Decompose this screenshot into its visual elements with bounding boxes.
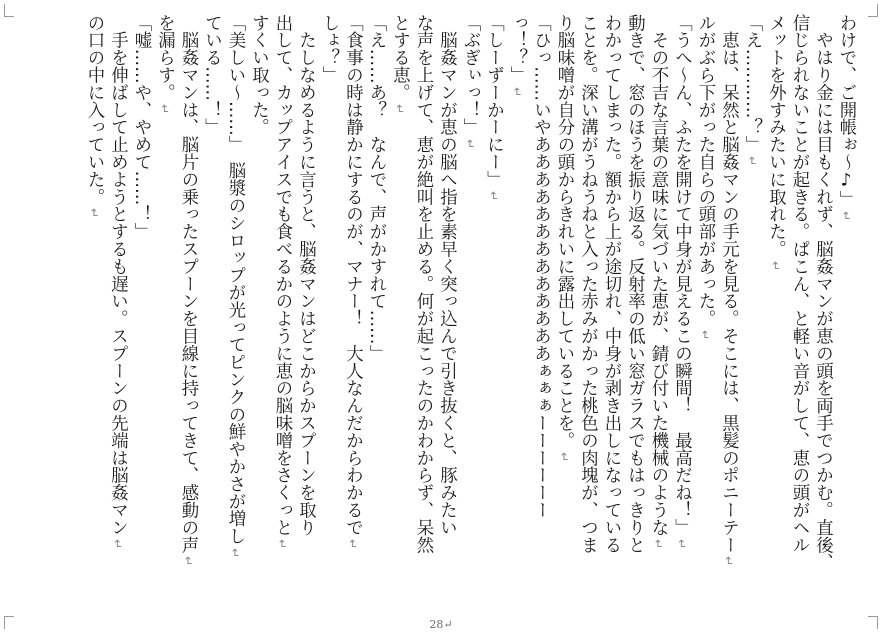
text-line: 「うへ〜ん、ふたを開けて中身が見えるこの瞬間！ 最高だね！」↵ [671,14,692,550]
text-line: しょ？」 [319,14,339,84]
text-line: わけで、ご開帳ぉ〜♪」↵ [836,14,856,222]
paragraph-return-icon: ↵ [157,104,172,115]
paragraph-return-icon: ↵ [392,104,407,115]
paragraph-return-icon: ↵ [275,539,289,550]
text-line: とする恵。↵ [389,14,410,115]
text-line: っ！？」↵ [507,14,527,97]
text-line: やはり金には目もくれず、脳姦マンが恵の頭を両手でつかむ。直後、 [812,14,833,571]
corner-mark-top-left [4,4,14,17]
text-line: その不吉な言葉の意味に気づいた恵が、錆び付いた機械のような↵ [648,14,668,550]
text-line: 「しーずーかーにー」↵ [483,14,504,202]
text-line: 信じられないことが起きる。ぱこん、と軽い音がして、恵の頭がヘル [789,14,809,554]
text-line: ことを。深い溝がうねうねと入った赤みがかった桃色の肉塊が、つま [577,14,598,554]
corner-mark-top-right [868,4,878,17]
paragraph-return-icon: ↵ [768,260,783,271]
page-number: 28↵ [429,618,453,631]
paragraph-return-icon: ↵ [698,330,712,341]
text-line: り脳味噌が自分の頭からきれいに露出していることを。↵ [554,14,574,463]
text-line: の口の中に入っていた。↵ [84,14,104,219]
text-line: 「ぶぎぃっ！」↵ [460,14,480,149]
text-line: 動きで、窓のほうを振り返る。反射率の低い窓ガラスでもはっきりと [624,14,645,554]
text-line: 「え…………？」↵ [742,14,762,167]
paragraph-return-icon: ↵ [745,156,759,167]
paragraph-return-icon: ↵ [674,539,689,550]
text-line: 「嘘……や、やめて……！」 [131,14,151,241]
text-line: たしなめるように言うと、脳姦マンはどこからかスプーンを取り [295,14,316,536]
paragraph-return-icon: ↵ [181,556,195,567]
text-line: な声を上げて、恵が絶叫を止める。何が起こったのかわからず、呆然 [413,14,433,554]
paragraph-return-icon: ↵ [228,547,242,558]
text-line: 手を伸ばして止めようとするも遅い。スプーンの先端は脳姦マン↵ [107,14,128,550]
vertical-body-text[interactable] [17,14,857,614]
paragraph-return-icon: ↵ [651,539,665,550]
text-line: ルがぶら下がった自らの頭部があった。↵ [695,14,715,341]
paragraph-return-icon: ↵ [557,452,571,463]
text-line: 脳姦マンが恵の脳へ指を素早く突っ込んで引き抜くと、豚みたい [436,14,457,536]
text-line: わかってしまった。額から上が途切れ、中身が剥き出しになっている [601,14,621,554]
paragraph-return-icon: ↵ [721,556,736,567]
paragraph-return-icon: ↵ [510,86,524,97]
text-line: 恵は、呆然と脳姦マンの手元を見る。そこには、黒髪のポニーテー↵ [718,14,739,567]
paragraph-return-icon: ↵ [87,208,101,219]
paragraph-return-icon: ↵ [345,539,360,550]
text-line: 「美しい〜……」 脳漿のシロップが光ってピンクの鮮やかさが増し↵ [225,14,245,558]
text-line: メットを外すみたいに取れた。↵ [765,14,786,271]
paragraph-return-icon: ↵ [463,138,477,149]
text-line: すくい取った。 [248,14,269,136]
text-line: 出して、カップアイスでも食べるかのように恵の脳味噌をさくっと↵ [272,14,292,550]
text-line: 「え……あ？ なんで、声がかすれて……」 [366,14,386,362]
text-line: を漏らす。↵ [154,14,175,115]
text-line: ている……！」 [201,14,222,136]
text-line: 「食事の時は静かにするのが、マナー！ 大人なんだからわかるで↵ [342,14,363,550]
paragraph-return-icon: ↵ [486,191,501,202]
text-line: 脳姦マンは、脳片の乗ったスプーンを目線に持ってきて、感動の声↵ [178,14,198,567]
paragraph-return-icon: ↵ [110,539,125,550]
paragraph-return-icon: ↵ [839,211,853,222]
text-line: 「ひっ……いやあああああああああああああぁぁぁーーーーーー [530,14,551,519]
